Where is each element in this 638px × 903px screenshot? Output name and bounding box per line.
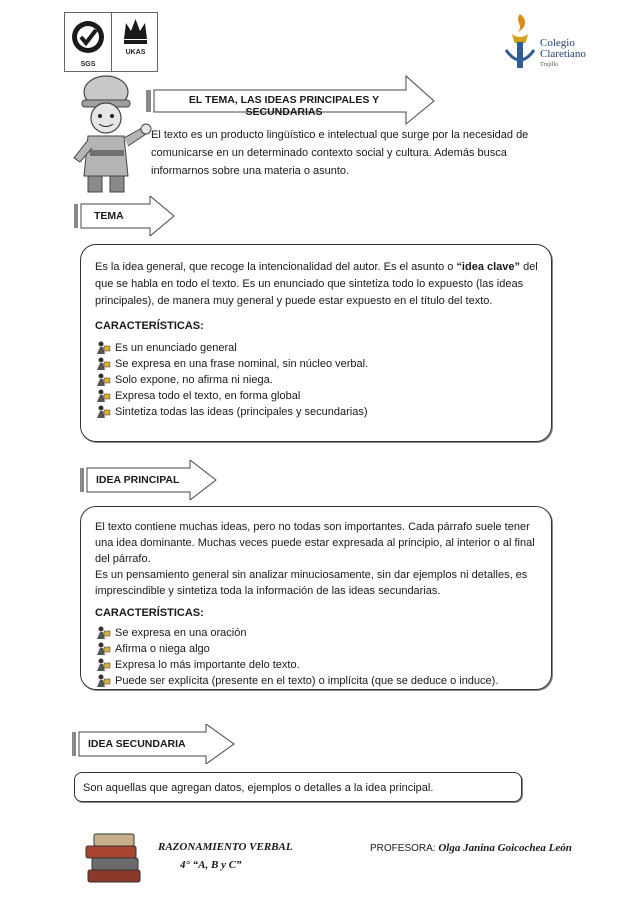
characteristic-text: Es un enunciado general bbox=[115, 342, 237, 354]
footer-teacher bbox=[370, 842, 572, 854]
ukas-logo bbox=[112, 13, 159, 71]
tema-definition bbox=[95, 259, 539, 310]
idea-principal-label: IDEA PRINCIPAL bbox=[96, 474, 180, 486]
certification-logos bbox=[64, 12, 158, 72]
idea-principal-para2: Es un pensamiento general sin analizar minuciosamente, sin dar ejemplos ni detalles, es imprescindible y sintetiza toda la información de las ideas secundarias. bbox=[95, 569, 528, 597]
page-title: EL TEMA, LAS IDEAS PRINCIPALES Y SECUNDARIAS bbox=[188, 94, 380, 118]
idea-principal-characteristics-title: CARACTERÍSTICAS: bbox=[95, 607, 204, 619]
characteristic-text: Solo expone, no afirma ni niega. bbox=[115, 374, 273, 386]
teacher-label: PROFESORA: bbox=[370, 843, 436, 854]
characteristic-text: Sintetiza todas las ideas (principales y secundarias) bbox=[115, 406, 368, 418]
sgs-iso-logo bbox=[65, 13, 112, 71]
tema-characteristics-title: CARACTERÍSTICAS: bbox=[95, 320, 204, 332]
tema-box bbox=[80, 244, 552, 442]
reader-figure-icon bbox=[95, 373, 111, 387]
tema-keyword: “idea clave” bbox=[456, 261, 521, 273]
characteristic-item bbox=[95, 388, 539, 404]
idea-secundaria-box bbox=[74, 772, 522, 802]
characteristic-text: Puede ser explícita (presente en el texto) o implícita (que se deduce o induce). bbox=[115, 675, 499, 687]
idea-principal-para1: El texto contiene muchas ideas, pero no todas son importantes. Cada párrafo suele tener una idea dominante. Muchas veces puede estar expresada al principio, al interior o al final del párrafo. bbox=[95, 521, 535, 565]
torch-emblem-icon bbox=[500, 10, 540, 72]
ukas-text: UKAS bbox=[125, 49, 146, 56]
builder-character-illustration bbox=[66, 66, 154, 196]
footer-course-info bbox=[158, 838, 293, 874]
tema-text-a: Es la idea general, que recoge la intencionalidad del autor. Es el asunto o bbox=[95, 261, 457, 273]
idea-principal-box bbox=[80, 506, 552, 690]
reader-figure-icon bbox=[95, 626, 111, 640]
reader-figure-icon bbox=[95, 405, 111, 419]
tema-characteristics-list bbox=[95, 340, 539, 420]
crown-icon bbox=[112, 13, 159, 49]
characteristic-text: Afirma o niega algo bbox=[115, 643, 210, 655]
reader-figure-icon bbox=[95, 658, 111, 672]
school-name: Colegio Claretiano bbox=[540, 37, 586, 60]
characteristic-text: Se expresa en una oración bbox=[115, 627, 247, 639]
characteristic-text: Expresa todo el texto, en forma global bbox=[115, 390, 301, 402]
characteristic-item bbox=[95, 372, 539, 388]
idea-secundaria-text: Son aquellas que agregan datos, ejemplos o detalles a la idea principal. bbox=[83, 782, 434, 794]
intro-paragraph: El texto es un producto lingüístico e intelectual que surge por la necesidad de comunicarse en un determinado contexto social y cultura. Además busca informarnos sobre una materia o asunto. bbox=[151, 129, 529, 177]
course-grade: 4° “A, B y C” bbox=[180, 859, 242, 871]
characteristic-item bbox=[95, 625, 539, 641]
characteristic-item bbox=[95, 657, 539, 673]
reader-figure-icon bbox=[95, 389, 111, 403]
sgs-text: SGS bbox=[80, 61, 96, 68]
school-logo bbox=[500, 10, 610, 72]
idea-secundaria-label: IDEA SECUNDARIA bbox=[88, 738, 186, 750]
teacher-name: Olga Janina Goicochea León bbox=[438, 842, 572, 854]
tema-label: TEMA bbox=[94, 210, 124, 222]
course-name: RAZONAMIENTO VERBAL bbox=[158, 841, 293, 853]
characteristic-item bbox=[95, 340, 539, 356]
characteristic-item bbox=[95, 404, 539, 420]
reader-figure-icon bbox=[95, 642, 111, 656]
characteristic-text: Se expresa en una frase nominal, sin núcleo verbal. bbox=[115, 358, 369, 370]
tema-text-b: del que se habla en todo el texto. Es un enunciado que sintetiza todo lo expuesto (las ideas principales), de manera muy general y puede estar expuesto en el título del texto. bbox=[95, 261, 538, 307]
idea-principal-characteristics-list bbox=[95, 625, 539, 689]
reader-figure-icon bbox=[95, 674, 111, 688]
books-stack-icon bbox=[82, 826, 146, 886]
school-city: Trujillo bbox=[540, 62, 559, 68]
checkmark-seal-icon bbox=[65, 13, 112, 59]
tema-arrow bbox=[74, 196, 176, 236]
characteristic-item bbox=[95, 641, 539, 657]
reader-figure-icon bbox=[95, 357, 111, 371]
characteristic-item bbox=[95, 356, 539, 372]
characteristic-text: Expresa lo más importante delo texto. bbox=[115, 659, 300, 671]
characteristic-item bbox=[95, 673, 539, 689]
reader-figure-icon bbox=[95, 341, 111, 355]
